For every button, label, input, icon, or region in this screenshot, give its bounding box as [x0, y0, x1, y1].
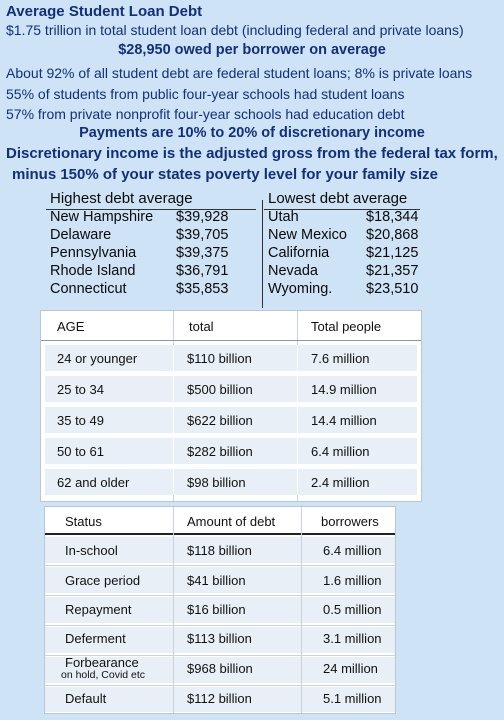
total-cell: $110 billion: [187, 351, 252, 366]
borrowers-cell: 24 million: [323, 661, 378, 676]
state-name: New Mexico: [268, 227, 347, 243]
state-amount: $35,853: [176, 281, 229, 297]
state-name: Pennsylvania: [50, 245, 137, 261]
amount-header: Amount of debt: [187, 514, 276, 529]
state-name: New Hampshire: [50, 209, 154, 225]
state-name: Delaware: [50, 227, 112, 243]
age-cell: 62 and older: [57, 475, 130, 490]
state-name: Wyoming.: [268, 281, 333, 297]
state-amount: $39,928: [176, 209, 229, 225]
borrowers-cell: 5.1 million: [323, 691, 382, 706]
state-name: California: [268, 245, 330, 261]
status-cell: Forbearance: [65, 655, 139, 670]
status-cell: Deferment: [65, 631, 126, 646]
age-cell: 35 to 49: [57, 413, 104, 428]
amount-cell: $968 billion: [187, 661, 253, 676]
column-divider: [262, 200, 263, 308]
borrowers-cell: 1.6 million: [323, 573, 382, 588]
status-header: Status: [65, 514, 102, 529]
status-cell: Repayment: [65, 602, 132, 617]
state-amount: $21,125: [366, 245, 419, 261]
borrowers-cell: 6.4 million: [323, 543, 382, 558]
people-cell: 14.4 million: [311, 413, 377, 428]
age-cell: 24 or younger: [57, 351, 138, 366]
state-amount: $36,791: [176, 263, 229, 279]
state-name: Connecticut: [50, 281, 127, 297]
highest-debt-title: Highest debt average: [50, 190, 193, 207]
age-cell: 50 to 61: [57, 444, 104, 459]
people-cell: 7.6 million: [311, 351, 370, 366]
header-line-private-schools: 57% from private nonprofit four-year schools had education debt: [6, 106, 405, 122]
page-title: Average Student Loan Debt: [6, 3, 203, 20]
state-name: Nevada: [268, 263, 318, 279]
lowest-debt-title: Lowest debt average: [268, 190, 408, 207]
age-header: AGE: [57, 319, 85, 334]
forbearance-note: on hold, Covid etc: [61, 669, 146, 681]
state-amount: $39,705: [176, 227, 229, 243]
amount-cell: $118 billion: [187, 543, 252, 558]
total-header: total: [189, 319, 214, 334]
age-cell: 25 to 34: [57, 382, 104, 397]
status-table: [44, 506, 396, 714]
state-amount: $20,868: [366, 227, 419, 243]
amount-cell: $41 billion: [187, 573, 246, 588]
amount-cell: $113 billion: [187, 631, 252, 646]
state-amount: $21,357: [366, 263, 419, 279]
age-table: [40, 310, 422, 502]
header-line-public-schools: 55% of students from public four-year schools had student loans: [6, 86, 405, 102]
header-line-payments: Payments are 10% to 20% of discretionary income: [79, 125, 425, 141]
status-cell: Grace period: [65, 573, 141, 588]
state-name: Utah: [268, 209, 299, 225]
state-debt-comparison: [46, 190, 426, 308]
state-amount: $23,510: [366, 281, 419, 297]
borrowers-cell: 3.1 million: [323, 631, 382, 646]
people-cell: 6.4 million: [311, 444, 370, 459]
total-cell: $500 billion: [187, 382, 253, 397]
header-line-per-borrower: $28,950 owed per borrower on average: [118, 42, 386, 58]
total-cell: $282 billion: [187, 444, 253, 459]
total-cell: $622 billion: [187, 413, 253, 428]
status-cell: Default: [65, 691, 107, 706]
state-amount: $18,344: [366, 209, 419, 225]
state-amount: $39,375: [176, 245, 229, 261]
header-line-discretionary-2: minus 150% of your states poverty level for your family size: [12, 166, 438, 183]
people-cell: 2.4 million: [311, 475, 370, 490]
borrowers-cell: 0.5 million: [323, 602, 382, 617]
people-cell: 14.9 million: [311, 382, 377, 397]
header-line-total-debt: $1.75 trillion in total student loan debt (including federal and private loans): [6, 22, 464, 38]
header-line-federal-share: About 92% of all student debt are federal student loans; 8% is private loans: [6, 65, 473, 81]
state-name: Rhode Island: [50, 263, 136, 279]
amount-cell: $112 billion: [187, 691, 252, 706]
status-cell: In-school: [65, 543, 118, 558]
header-line-discretionary-1: Discretionary income is the adjusted gross from the federal tax form,: [6, 145, 498, 162]
total-people-header: Total people: [311, 319, 382, 334]
borrowers-header: borrowers: [321, 514, 379, 529]
amount-cell: $16 billion: [187, 602, 246, 617]
total-cell: $98 billion: [187, 475, 246, 490]
